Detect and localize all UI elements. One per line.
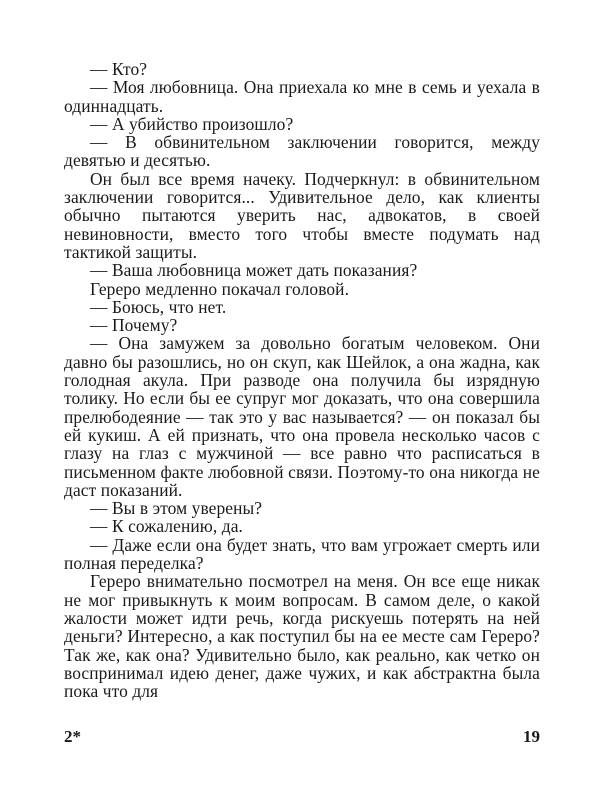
- paragraph: Гереро медленно покачал головой.: [90, 278, 350, 299]
- paragraph: — Даже если она будет знать, что вам угрожает смерть или полная переделка?: [64, 534, 540, 574]
- signature-mark: 2*: [64, 727, 81, 746]
- page-number: 19: [523, 727, 540, 746]
- text-block: [64, 60, 540, 700]
- page-body: [64, 60, 540, 700]
- paragraph: — Она замужем за довольно богатым человеком. Они давно бы разошлись, но он скуп, как Шейлок, а она жадна, как голодная акула. При разводе она получила бы изрядную толику. Но если бы ее супруг мог доказать, что она совершила прелюбодеяние — так это у вас называется? — он показал бы ей кукиш. А ей признать, что она провела несколько часов с глазу на глаз с мужчиной — все равно что расписаться в письменном факте любовной связи. Поэтому-то она никогда не даст показаний.: [64, 333, 540, 500]
- paragraph: Гереро внимательно посмотрел на меня. Он все еще никак не мог привыкнуть к моим вопросам. В самом деле, о какой жалости может идти речь, когда рискуешь потерять на ней деньги? Интересно, а как поступил бы на ее месте сам Гереро? Так же, как она? Удивительно было, как реально, как четко он воспринимал идею денег, даже чужих, и как абстрактна была пока что для: [64, 571, 540, 702]
- paragraph: — Боюсь, что нет.: [90, 296, 227, 317]
- paragraph: — Ваша любовница может дать показания?: [90, 260, 418, 281]
- paragraph: — В обвинительном заключении говорится, между девятью и десятью.: [64, 132, 540, 171]
- paragraph: — К сожалению, да.: [90, 516, 243, 537]
- paragraph: — Моя любовница. Она приехала ко мне в семь и уехала в одиннадцать.: [64, 77, 540, 116]
- paragraph: — Почему?: [90, 315, 178, 336]
- paragraph: — Кто?: [90, 59, 148, 79]
- paragraph: — А убийство произошло?: [90, 113, 294, 134]
- paragraph: — Вы в этом уверены?: [90, 498, 263, 519]
- paragraph: Он был все время начеку. Подчеркнул: в обвинительном заключении говорится... Удивительное дело, как клиенты обычно пытаются уверить нас, адвокатов, в своей невиновности, вместо того чтобы вместе подумать над тактикой защиты.: [64, 168, 540, 262]
